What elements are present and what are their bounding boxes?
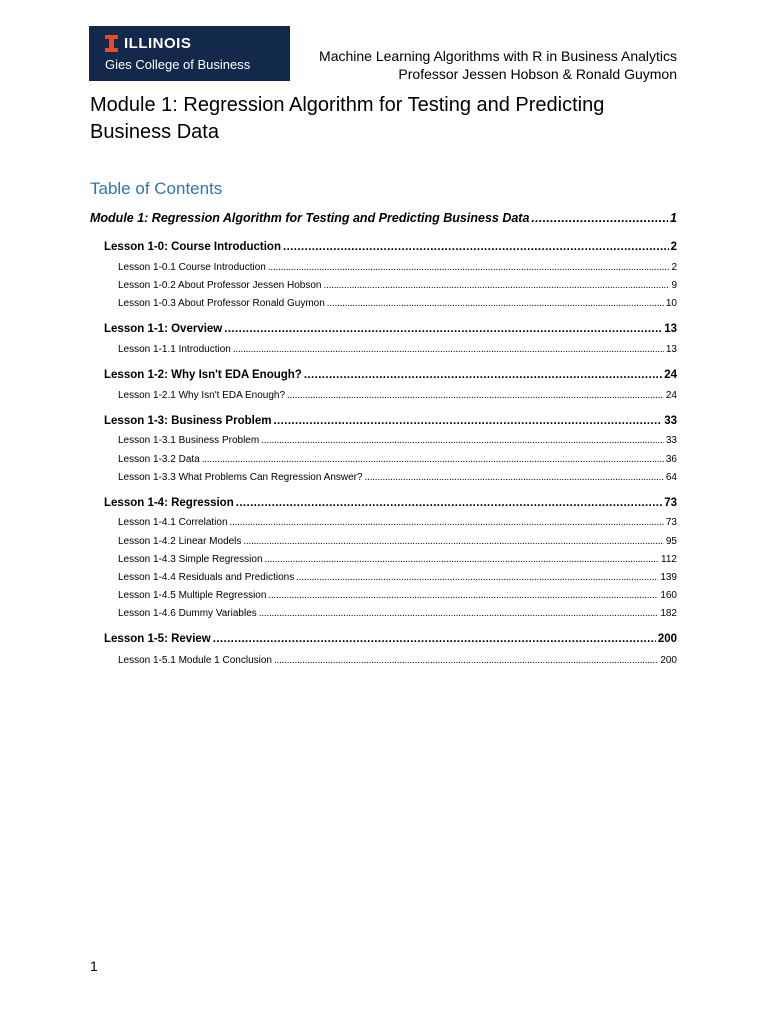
toc-entry-page: 1 bbox=[670, 211, 677, 225]
toc-entry-label: Lesson 1-4.5 Multiple Regression bbox=[118, 590, 267, 601]
toc-leader-dots bbox=[268, 262, 670, 273]
toc-entry-page: 112 bbox=[661, 554, 677, 565]
toc-entry-label: Lesson 1-4.1 Correlation bbox=[118, 517, 228, 528]
toc-entry-lesson-1-4-3[interactable] bbox=[118, 554, 677, 565]
toc-entry-label: Lesson 1-5.1 Module 1 Conclusion bbox=[118, 655, 272, 666]
toc-entry-label: Lesson 1-5: Review bbox=[104, 633, 211, 645]
logo-college-name: Gies College of Business bbox=[105, 57, 251, 72]
toc-leader-dots bbox=[327, 298, 664, 309]
toc-entry-label: Lesson 1-0.1 Course Introduction bbox=[118, 262, 266, 273]
toc-entry-page: 200 bbox=[660, 655, 677, 666]
toc-entry-lesson-1-3-3[interactable] bbox=[118, 472, 677, 483]
toc-entry-label: Lesson 1-2.1 Why Isn't EDA Enough? bbox=[118, 390, 286, 401]
toc-entry-lesson-1-0[interactable] bbox=[104, 241, 677, 253]
toc-leader-dots bbox=[261, 435, 664, 446]
toc-leader-dots bbox=[224, 323, 662, 335]
toc-heading: Table of Contents bbox=[90, 179, 223, 198]
toc-leader-dots bbox=[531, 211, 668, 225]
toc-leader-dots bbox=[230, 517, 664, 528]
toc-entry-page: 2 bbox=[670, 241, 677, 253]
toc-leader-dots bbox=[265, 554, 660, 565]
toc-entry-page: 73 bbox=[665, 517, 677, 528]
toc-entry-label: Lesson 1-0.3 About Professor Ronald Guymon bbox=[118, 298, 325, 309]
toc-entry-lesson-1-4-5[interactable] bbox=[118, 590, 677, 601]
toc-entry-lesson-1-0-3[interactable] bbox=[118, 298, 677, 309]
toc-leader-dots bbox=[274, 655, 658, 666]
toc-entry-page: 73 bbox=[664, 497, 677, 509]
toc-entry-lesson-1-3-1[interactable] bbox=[118, 435, 677, 446]
toc-entry-lesson-1-4-6[interactable] bbox=[118, 608, 677, 619]
professor-names: Professor Jessen Hobson & Ronald Guymon bbox=[398, 66, 677, 82]
toc-leader-dots bbox=[304, 369, 662, 381]
toc-entry-lesson-1-4-2[interactable] bbox=[118, 536, 677, 547]
toc-leader-dots bbox=[233, 344, 664, 355]
toc-leader-dots bbox=[259, 608, 659, 619]
toc-entry-lesson-1-1[interactable] bbox=[104, 323, 677, 335]
toc-entry-lesson-1-0-2[interactable] bbox=[118, 280, 677, 291]
toc-entry-lesson-1-2-1[interactable] bbox=[118, 390, 677, 401]
toc-entry-page: 13 bbox=[665, 344, 677, 355]
university-logo bbox=[89, 26, 290, 81]
toc-entry-page: 24 bbox=[665, 390, 677, 401]
toc-entry-page: 33 bbox=[665, 435, 677, 446]
toc-leader-dots bbox=[243, 536, 663, 547]
toc-entry-lesson-1-0-1[interactable] bbox=[118, 262, 677, 273]
toc-leader-dots bbox=[268, 590, 658, 601]
toc-entry-label: Module 1: Regression Algorithm for Testing and Predicting Business Data bbox=[90, 211, 530, 225]
toc-entry-page: 95 bbox=[665, 536, 677, 547]
page-header-text bbox=[319, 47, 677, 83]
toc-entry-page: 64 bbox=[665, 472, 677, 483]
toc-entry-page: 2 bbox=[671, 262, 677, 273]
toc-leader-dots bbox=[283, 241, 669, 253]
toc-entry-label: Lesson 1-4.3 Simple Regression bbox=[118, 554, 263, 565]
toc-entry-page: 13 bbox=[664, 323, 677, 335]
toc-leader-dots bbox=[273, 415, 662, 427]
toc-entry-page: 9 bbox=[671, 280, 677, 291]
toc-entry-label: Lesson 1-4: Regression bbox=[104, 497, 234, 509]
toc-leader-dots bbox=[213, 633, 656, 645]
toc-entry-label: Lesson 1-4.2 Linear Models bbox=[118, 536, 242, 547]
toc-entry-lesson-1-4-1[interactable] bbox=[118, 517, 677, 528]
toc-entry-page: 24 bbox=[664, 369, 677, 381]
document-title: Module 1: Regression Algorithm for Testing and Predicting Business Data bbox=[90, 94, 605, 143]
toc-leader-dots bbox=[365, 472, 664, 483]
toc-entry-label: Lesson 1-1: Overview bbox=[104, 323, 223, 335]
course-title: Machine Learning Algorithms with R in Business Analytics bbox=[319, 48, 677, 64]
illinois-block-i-icon bbox=[105, 35, 118, 52]
toc-entry-lesson-1-5[interactable] bbox=[104, 633, 677, 645]
toc-entry-page: 36 bbox=[665, 454, 677, 465]
toc-entry-lesson-1-4[interactable] bbox=[104, 497, 677, 509]
page-number: 1 bbox=[90, 958, 98, 974]
toc-entry-label: Lesson 1-3.3 What Problems Can Regression Answer? bbox=[118, 472, 363, 483]
toc-entry-page: 182 bbox=[660, 608, 677, 619]
toc-entry-page: 33 bbox=[664, 415, 677, 427]
toc-leader-dots bbox=[323, 280, 669, 291]
toc-entry-page: 200 bbox=[657, 633, 677, 645]
toc-entry-label: Lesson 1-4.6 Dummy Variables bbox=[118, 608, 257, 619]
toc-entry-label: Lesson 1-0.2 About Professor Jessen Hobson bbox=[118, 280, 322, 291]
toc-entry-lesson-1-4-4[interactable] bbox=[118, 572, 677, 583]
toc-entry-lesson-1-5-1[interactable] bbox=[118, 655, 677, 666]
toc-leader-dots bbox=[236, 497, 662, 509]
toc-leader-dots bbox=[287, 390, 664, 401]
toc-entry-label: Lesson 1-3: Business Problem bbox=[104, 415, 272, 427]
toc-leader-dots bbox=[202, 454, 664, 465]
toc-entry-label: Lesson 1-0: Course Introduction bbox=[104, 241, 281, 253]
toc-entry-label: Lesson 1-4.4 Residuals and Predictions bbox=[118, 572, 295, 583]
toc-entry-page: 160 bbox=[660, 590, 677, 601]
toc-entry-page: 139 bbox=[660, 572, 677, 583]
toc-entry-module-1[interactable] bbox=[90, 211, 677, 225]
toc-entry-lesson-1-2[interactable] bbox=[104, 369, 677, 381]
toc-entry-lesson-1-3-2[interactable] bbox=[118, 454, 677, 465]
toc-entry-lesson-1-1-1[interactable] bbox=[118, 344, 677, 355]
logo-university-name: ILLINOIS bbox=[124, 35, 192, 52]
toc-entry-lesson-1-3[interactable] bbox=[104, 415, 677, 427]
toc-entry-label: Lesson 1-2: Why Isn't EDA Enough? bbox=[104, 369, 302, 381]
toc-leader-dots bbox=[296, 572, 658, 583]
toc-entry-label: Lesson 1-1.1 Introduction bbox=[118, 344, 231, 355]
toc-entry-label: Lesson 1-3.1 Business Problem bbox=[118, 435, 260, 446]
toc-entry-label: Lesson 1-3.2 Data bbox=[118, 454, 200, 465]
toc-entry-page: 10 bbox=[665, 298, 677, 309]
